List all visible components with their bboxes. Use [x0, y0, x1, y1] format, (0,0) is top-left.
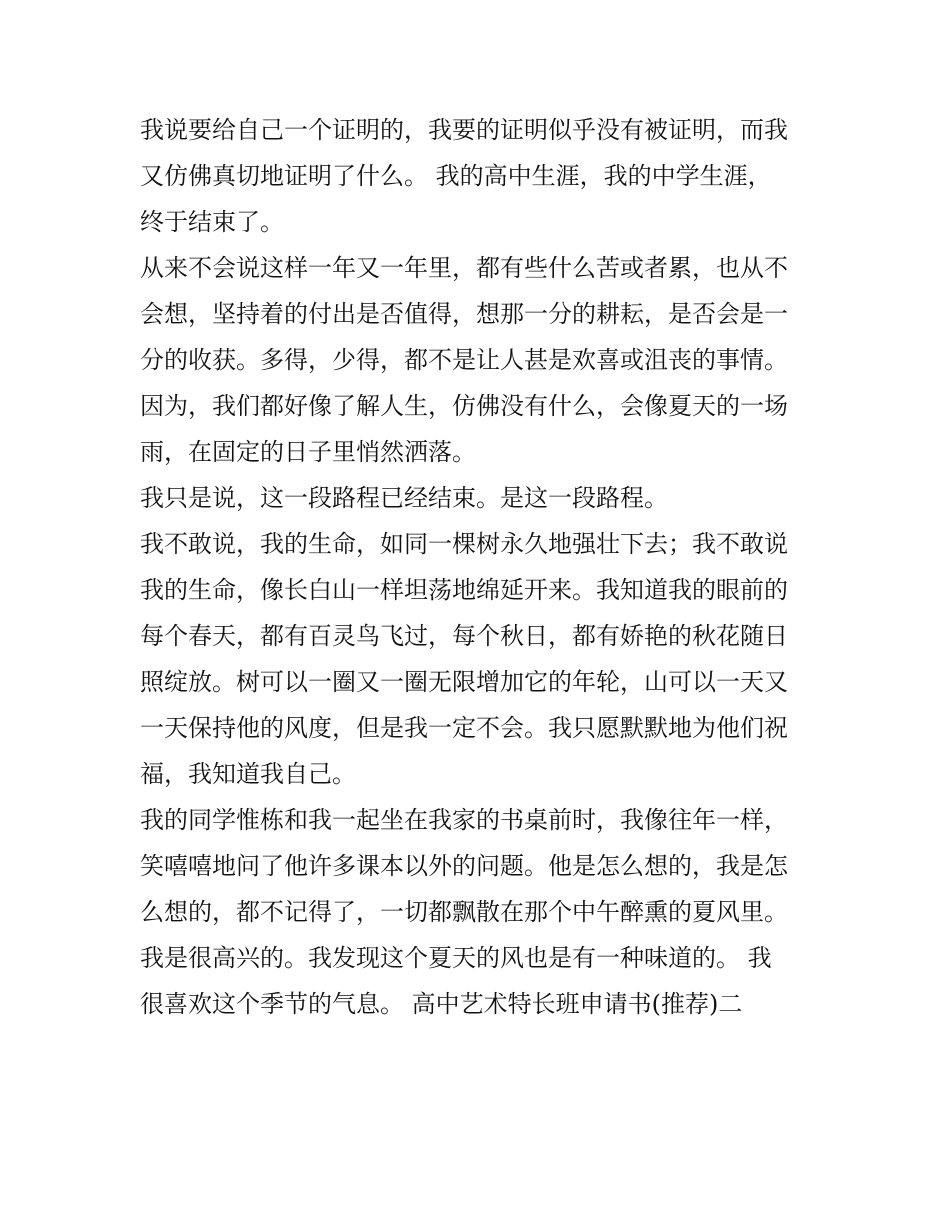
text-line: 我只是说，这一段路程已经结束。是这一段路程。 [140, 484, 668, 512]
text-line: 雨，在固定的日子里悄然洒落。 [140, 438, 476, 466]
text-line: 会想，坚持着的付出是否值得，想那一分的耕耘，是否会是一 [140, 300, 788, 328]
text-line: 我不敢说，我的生命，如同一棵树永久地强壮下去；我不敢说 [140, 530, 788, 558]
text-line: 照绽放。树可以一圈又一圈无限增加它的年轮，山可以一天又 [140, 668, 788, 696]
text-line: 么想的，都不记得了，一切都飘散在那个中午醉熏的夏风里。 [140, 898, 788, 926]
text-line: 分的收获。多得，少得，都不是让人甚是欢喜或沮丧的事情。 [140, 346, 788, 374]
text-line: 从来不会说这样一年又一年里，都有些什么苦或者累，也从不 [140, 254, 788, 282]
text-line: 一天保持他的风度，但是我一定不会。我只愿默默地为他们祝 [140, 714, 788, 742]
text-line: 每个春天，都有百灵鸟飞过，每个秋日，都有娇艳的秋花随日 [140, 622, 788, 650]
text-line: 我说要给自己一个证明的，我要的证明似乎没有被证明，而我 [140, 116, 788, 144]
text-line: 终于结束了。 [140, 208, 284, 236]
text-line: 我的同学惟栋和我一起坐在我家的书桌前时，我像往年一样， [140, 806, 788, 834]
text-line: 我的生命，像长白山一样坦荡地绵延开来。我知道我的眼前的 [140, 576, 788, 604]
text-line: 很喜欢这个季节的气息。 高中艺术特长班申请书(推荐)二 [140, 990, 743, 1018]
document-body [140, 107, 820, 1027]
text-line: 我是很高兴的。我发现这个夏天的风也是有一种味道的。 我 [140, 944, 772, 972]
text-line: 笑嘻嘻地问了他许多课本以外的问题。他是怎么想的，我是怎 [140, 852, 788, 880]
text-line: 又仿佛真切地证明了什么。 我的高中生涯，我的中学生涯， [140, 162, 772, 190]
text-line: 因为，我们都好像了解人生，仿佛没有什么，会像夏天的一场 [140, 392, 788, 420]
text-line: 福，我知道我自己。 [140, 760, 356, 788]
